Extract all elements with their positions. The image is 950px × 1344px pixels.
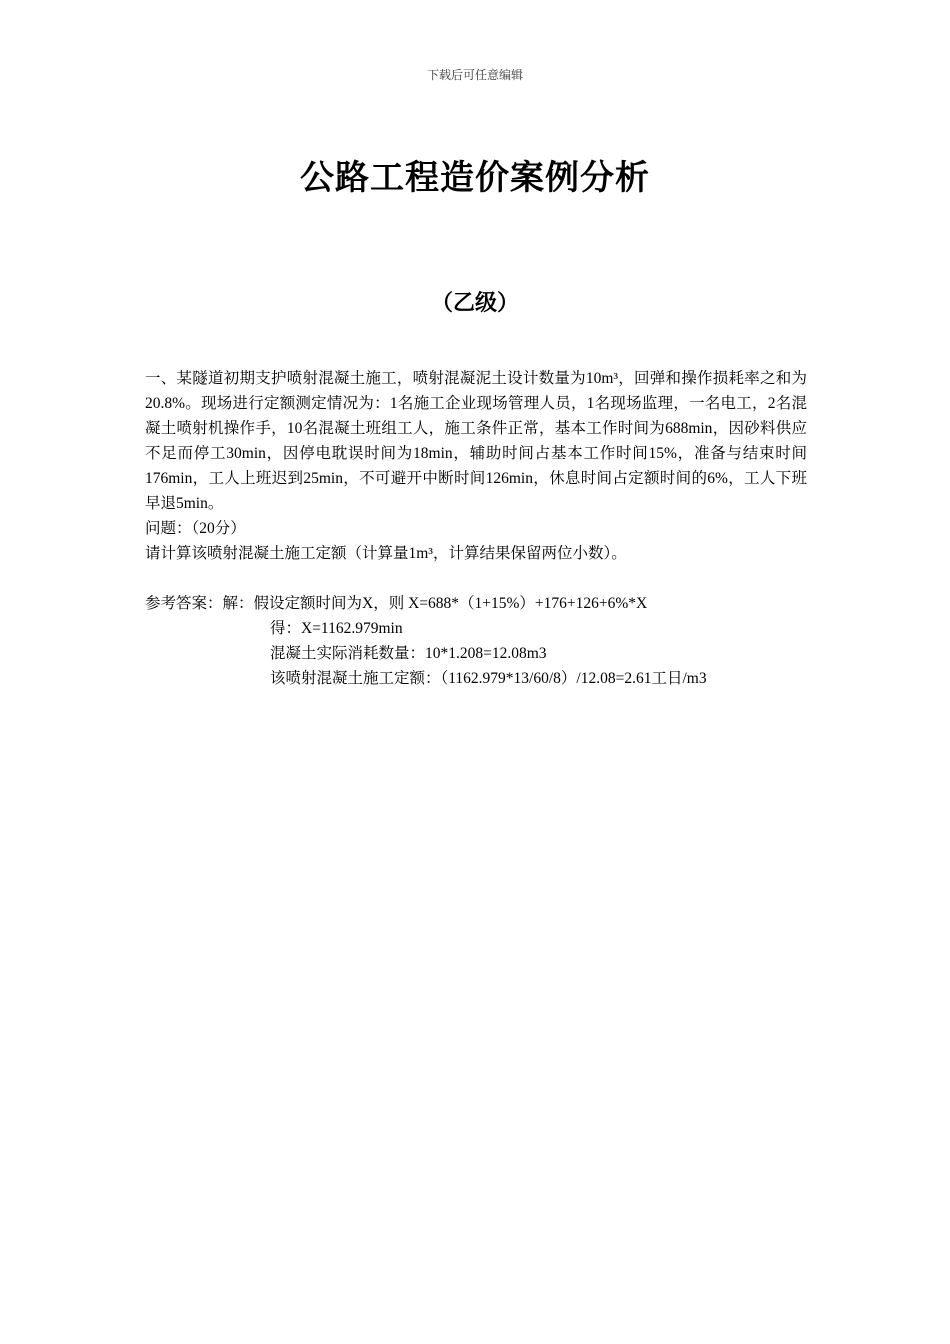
document-title: 公路工程造价案例分析	[300, 158, 650, 198]
question-label: 问题：（20分）	[145, 520, 246, 537]
answer-line-4: 该喷射混凝土施工定额：（1162.979*13/60/8）/12.08=2.61工日/m3	[270, 670, 707, 687]
answer-line-1: 参考答案：解：假设定额时间为X，则 X=688*（1+15%）+176+126+6%*X	[145, 595, 648, 612]
header-note: 下载后可任意编辑	[426, 68, 523, 82]
answer-line-2: 得：X=1162.979min	[270, 620, 403, 637]
question-paragraph: 一、某隧道初期支护喷射混凝土施工，喷射混凝泥土设计数量为10m³，回弹和操作损耗率之和为20.8%。现场进行定额测定情况为：1名施工企业现场管理人员，1名现场监理，一名电工，2名混凝土喷射机操作手，10名混凝土班组工人，施工条件正常，基本工作时间为688min，因砂料供应不足而停工30min，因停电耽误时间为18min，辅助时间占基本工作时间15%，准备与结束时间176min，工人上班迟到25min，不可避开中断时间126min，休息时间占定额时间的6%，工人下班早退5min。	[145, 370, 807, 512]
question-request: 请计算该喷射混凝土施工定额（计算量1m³，计算结果保留两位小数）。	[145, 545, 627, 562]
answer-line-3: 混凝土实际消耗数量：10*1.208=12.08m3	[270, 645, 547, 662]
document-subtitle: （乙级）	[430, 291, 519, 316]
